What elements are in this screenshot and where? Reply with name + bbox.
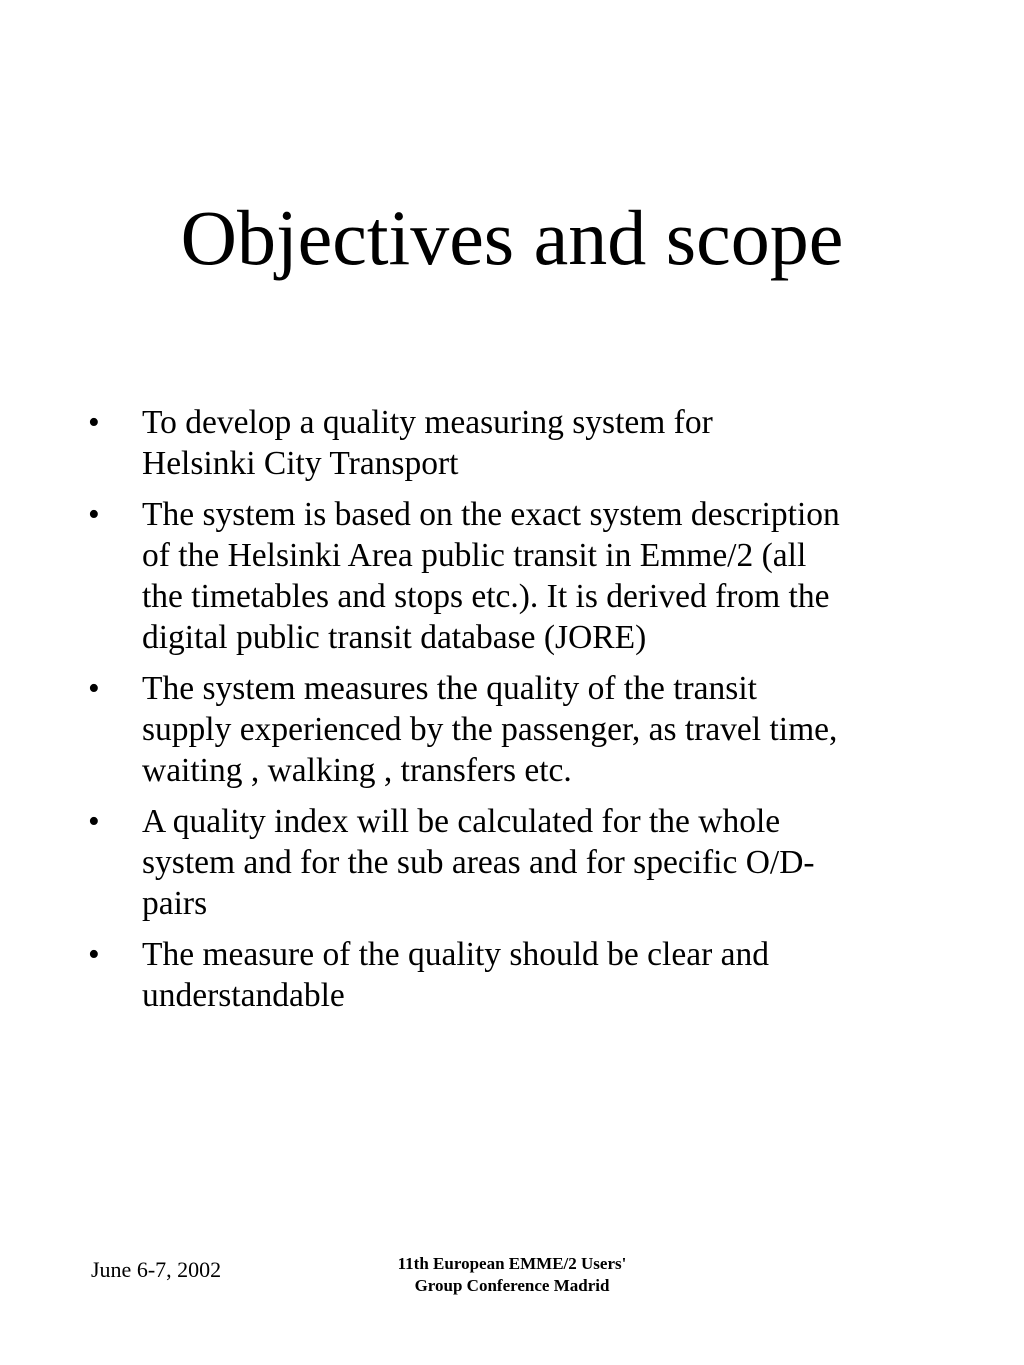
footer-date: June 6-7, 2002 xyxy=(91,1257,222,1282)
bullet-line: digital public transit database (JORE) xyxy=(142,619,647,656)
bullet-item xyxy=(82,494,952,658)
bullet-icon: • xyxy=(88,803,100,840)
bullet-line: waiting , walking , transfers etc. xyxy=(142,752,572,789)
bullet-line: To develop a quality measuring system for xyxy=(142,404,713,441)
bullet-line: of the Helsinki Area public transit in Emme/2 (all xyxy=(142,537,807,574)
bullet-line: the timetables and stops etc.). It is derived from the xyxy=(142,578,830,615)
bullet-icon: • xyxy=(88,404,100,441)
bullet-icon: • xyxy=(88,496,100,533)
bullet-line: system and for the sub areas and for specific O/D- xyxy=(142,844,815,881)
bullet-item xyxy=(82,934,952,1016)
bullet-line: A quality index will be calculated for the whole xyxy=(142,803,781,840)
bullet-line: Helsinki City Transport xyxy=(142,445,459,482)
bullet-line: The system is based on the exact system description xyxy=(142,496,840,533)
footer-conference-line: Group Conference Madrid xyxy=(414,1276,610,1295)
bullet-line: The measure of the quality should be clear and xyxy=(142,936,769,973)
bullet-icon: • xyxy=(88,936,100,973)
bullet-line: pairs xyxy=(142,885,208,922)
bullet-line: The system measures the quality of the transit xyxy=(142,670,757,707)
bullet-icon: • xyxy=(88,670,100,707)
footer-conference-line: 11th European EMME/2 Users' xyxy=(397,1254,627,1273)
bullet-item xyxy=(82,801,952,924)
bullet-item xyxy=(82,668,952,791)
bullet-line: understandable xyxy=(142,977,345,1014)
bullet-list xyxy=(82,402,952,1026)
footer-conference xyxy=(362,1253,662,1297)
bullet-item xyxy=(82,402,952,484)
bullet-line: supply experienced by the passenger, as travel time, xyxy=(142,711,838,748)
slide-title: Objectives and scope xyxy=(180,194,844,281)
